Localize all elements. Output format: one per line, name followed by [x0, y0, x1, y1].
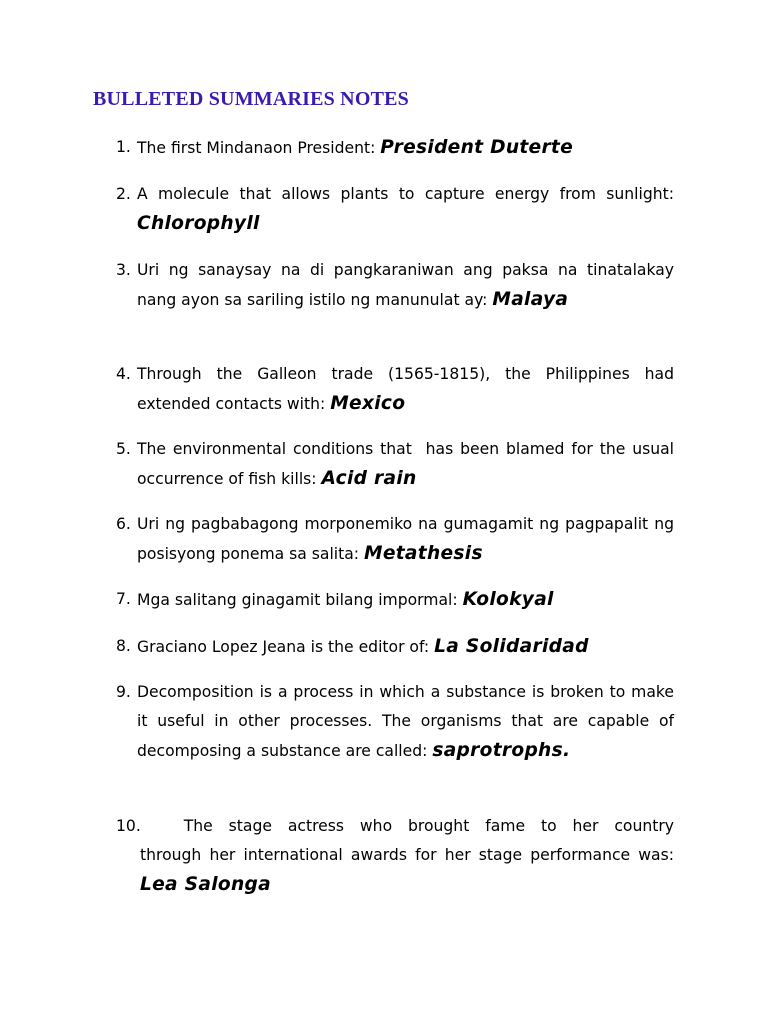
item-number: 8.	[116, 637, 131, 655]
item-question: A molecule that allows plants to capture energy from sunlight:	[137, 185, 674, 203]
list-item	[116, 180, 674, 239]
item-answer: Malaya	[492, 289, 569, 311]
item-question: Uri ng pagbabagong morponemiko na gumagamit ng pagpapalit ng posisyong ponema sa salita:	[137, 515, 674, 564]
list-item	[116, 585, 674, 615]
list-item	[116, 133, 674, 163]
item-number: 5.	[116, 440, 131, 458]
item-question: The first Mindanaon President:	[137, 139, 376, 157]
item-number: 7.	[116, 590, 131, 608]
list-item	[116, 678, 674, 767]
item-number: 2.	[116, 185, 131, 203]
item-answer: Acid rain	[321, 468, 417, 490]
item-answer: Chlorophyll	[137, 213, 260, 235]
item-number: 6.	[116, 515, 131, 533]
item-number: 10.	[116, 817, 141, 835]
item-answer: Mexico	[330, 393, 406, 415]
item-answer: Kolokyal	[462, 589, 554, 610]
list-item	[116, 435, 679, 494]
item-number: 3.	[116, 261, 131, 279]
list-item	[116, 812, 674, 901]
item-question: Graciano Lopez Jeana is the editor of:	[137, 638, 430, 656]
list-item	[116, 632, 674, 662]
item-first-line	[116, 812, 674, 841]
document-title: BULLETED SUMMARIES NOTES	[93, 88, 409, 110]
list-item	[116, 510, 674, 569]
item-answer: Lea Salonga	[140, 874, 271, 896]
item-question: The stage actress who brought fame to her country	[183, 817, 674, 835]
item-question: Uri ng sanaysay na di pangkaraniwan ang paksa na tinatalakay nang ayon sa sariling istilo ng manunulat ay:	[137, 261, 674, 310]
item-answer: saprotrophs.	[432, 740, 571, 762]
item-question: Through the Galleon trade (1565-1815), the Philippines had extended contacts with:	[137, 365, 674, 414]
item-number: 9.	[116, 683, 131, 701]
item-answer: Metathesis	[364, 543, 483, 565]
item-number: 4.	[116, 365, 131, 383]
list-item	[116, 256, 674, 315]
item-answer: La Solidaridad	[434, 636, 589, 657]
item-question: Decomposition is a process in which a substance is broken to make it useful in other processes. The organisms that are capable of decomposing a substance are called:	[137, 683, 674, 761]
item-answer: President Duterte	[380, 137, 574, 158]
item-question: The environmental conditions that has been blamed for the usual occurrence of fish kills:	[137, 440, 679, 489]
list-item	[116, 360, 674, 419]
item-question: Mga salitang ginagamit bilang impormal:	[137, 591, 458, 609]
item-question-continued: through her international awards for her stage performance was:	[140, 846, 674, 865]
item-number: 1.	[116, 138, 131, 156]
